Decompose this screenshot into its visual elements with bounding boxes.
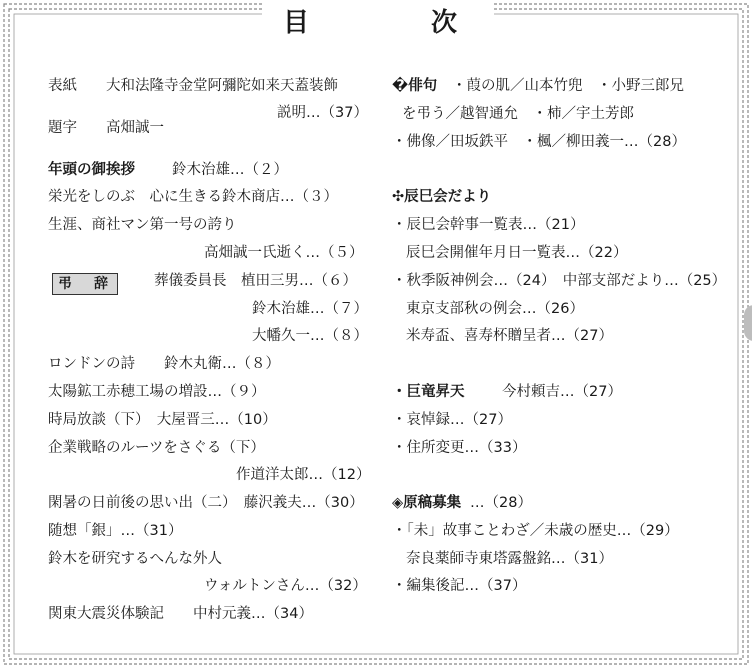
toc-entry: 関東大震災体験記 中村元義…（34）	[48, 606, 313, 622]
toc-entry: 東京支部秋の例会…（26）	[406, 301, 584, 317]
eulogy-author: 鈴木治雄…（７）	[252, 301, 368, 317]
eulogy-author: 葬儀委員長 植田三男…（６）	[154, 273, 357, 289]
toc-entry: ・哀悼録…（27）	[392, 412, 512, 428]
eulogy-label: 弔 辞	[52, 273, 118, 295]
toc-entry: 企業戦略のルーツをさぐる（下）	[48, 440, 265, 456]
page-edge-tab	[744, 305, 752, 341]
toc-entry-page: ウォルトンさん…（32）	[204, 578, 367, 594]
submission-page: …（28）	[470, 495, 532, 511]
haiku-heading: �俳句	[392, 78, 438, 94]
toc-entry-page: 作道洋太郎…（12）	[236, 467, 371, 483]
cover-page: 説明…（37）	[277, 105, 368, 121]
eulogy-author: 大幡久一…（８）	[252, 328, 368, 344]
haiku-entry: ・佛像／田坂鉄平 ・楓／柳田義一…（28）	[392, 134, 686, 150]
toc-entry: 辰巳会開催年月日一覧表…（22）	[406, 245, 628, 261]
toc-entry: 米寿盃、喜寿杯贈呈者…（27）	[406, 328, 613, 344]
kyoryu-author: 今村頼吉…（27）	[502, 384, 622, 400]
toc-entry: ・「未」故事ことわざ／未歳の歴史…（29）	[392, 523, 679, 539]
haiku-entry: を弔う／越智通允 ・柿／宇土芳郎	[402, 106, 634, 122]
cover-line: 表紙 大和法隆寺金堂阿彌陀如来天蓋装飾	[48, 78, 338, 94]
toc-entry: 時局放談（下） 大屋晋三…（10）	[48, 412, 277, 428]
kyoryu-heading: ・巨竜昇天	[392, 384, 465, 400]
new-year-author: 鈴木治雄…（２）	[172, 162, 288, 178]
toc-entry: ロンドンの詩 鈴木丸衛…（８）	[48, 356, 280, 372]
toc-entry: 鈴木を研究するへんな外人	[48, 551, 222, 567]
submission-heading: ◈原稿募集	[392, 495, 462, 511]
toc-entry: ・編集後記…（37）	[392, 578, 527, 594]
toc-entry: ・住所変更…（33）	[392, 440, 527, 456]
toc-entry: 閑暑の日前後の思い出（二） 藤沢義夫…（30）	[48, 495, 364, 511]
tatsumi-heading: ✣辰巳会だより	[392, 189, 492, 205]
toc-entry: 栄光をしのぶ 心に生きる鈴木商店…（３）	[48, 189, 338, 205]
haiku-entry: ・葭の肌／山本竹兜 ・小野三郎兄	[452, 78, 684, 94]
toc-entry: 太陽鉱工赤穂工場の増設…（９）	[48, 384, 266, 400]
toc-entry-page: 高畑誠一氏逝く…（５）	[204, 245, 364, 261]
new-year-heading: 年頭の御挨拶	[48, 162, 135, 178]
toc-entry: 生涯、商社マン第一号の誇り	[48, 217, 237, 233]
toc-entry: ・秋季阪神例会…（24） 中部支部だより…（25）	[392, 273, 727, 289]
toc-entry: ・辰巳会幹事一覧表…（21）	[392, 217, 585, 233]
title-char-2: 次	[431, 8, 458, 38]
title-char-1: 目	[283, 8, 310, 38]
calligraphy-line: 題字 高畑誠一	[48, 120, 164, 136]
toc-entry: 奈良薬師寺東塔露盤銘…（31）	[406, 551, 613, 567]
toc-entry: 随想「銀」…（31）	[48, 523, 183, 539]
